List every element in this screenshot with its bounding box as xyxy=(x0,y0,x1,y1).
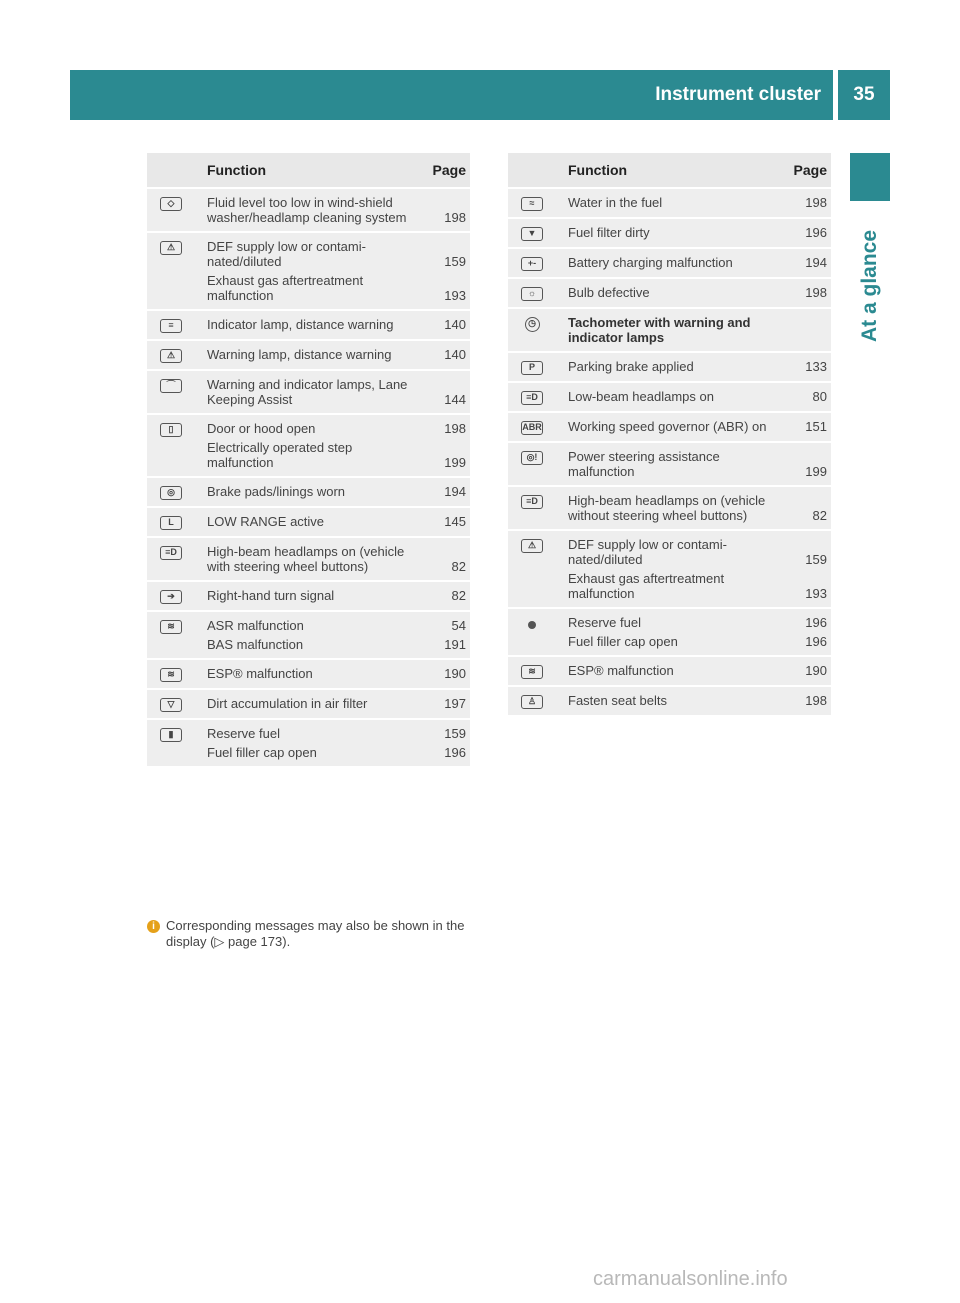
water-in-fuel-icon: ≈ xyxy=(521,197,543,211)
table-row xyxy=(147,339,470,369)
door-open-icon: ▯ xyxy=(160,423,182,437)
info-icon: i xyxy=(147,920,160,933)
page-number-box xyxy=(838,70,890,120)
function-text: Water in the fuel xyxy=(568,195,663,210)
table-row xyxy=(508,655,831,685)
table-row xyxy=(508,529,831,607)
table-row xyxy=(147,413,470,476)
page-ref: 145 xyxy=(444,514,466,529)
page-ref: 196 xyxy=(805,615,827,630)
fuel-filter-icon: ▼ xyxy=(521,227,543,241)
table-row xyxy=(508,381,831,411)
function-text: ASR malfunction xyxy=(207,618,304,633)
page-ref: 196 xyxy=(805,634,827,649)
page-ref: 80 xyxy=(812,389,827,404)
function-text: Power steering assistance malfunction xyxy=(568,449,720,479)
function-text: High-beam headlamps on (vehicle without steering wheel buttons) xyxy=(568,493,766,523)
function-entry xyxy=(195,588,470,603)
esp-icon: ≋ xyxy=(160,668,182,682)
function-text: LOW RANGE active xyxy=(207,514,325,529)
table-row xyxy=(147,476,470,506)
table-row xyxy=(508,277,831,307)
function-text: Low-beam headlamps on xyxy=(568,389,714,404)
function-text: Warning lamp, distance warning xyxy=(207,347,392,362)
washer-fluid-icon: ◇ xyxy=(160,197,182,211)
page-ref: 133 xyxy=(805,359,827,374)
asr-icon: ≋ xyxy=(160,620,182,634)
lane-keeping-icon: ⌒ xyxy=(160,379,182,393)
function-text: ESP® malfunction xyxy=(207,666,313,681)
page-ref: 199 xyxy=(444,455,466,470)
table-header xyxy=(508,153,831,187)
right-turn-icon: ➔ xyxy=(160,590,182,604)
function-text: Warning and indicator lamps, Lane Keeping Assist xyxy=(207,377,408,407)
function-entry xyxy=(556,389,831,404)
function-entry xyxy=(195,317,470,332)
def-supply-icon: ⚠ xyxy=(521,539,543,553)
function-text: Right-hand turn signal xyxy=(207,588,335,603)
function-text: Fasten seat belts xyxy=(568,693,667,708)
page-ref: 82 xyxy=(451,588,466,603)
table-row xyxy=(508,247,831,277)
page-ref: 190 xyxy=(444,666,466,681)
function-entry xyxy=(556,634,831,649)
function-entry xyxy=(556,537,831,567)
page-ref: 190 xyxy=(805,663,827,678)
function-entry xyxy=(195,666,470,681)
table-row xyxy=(147,536,470,580)
function-entry xyxy=(556,493,831,523)
table-row xyxy=(147,506,470,536)
function-text: Battery charging malfunction xyxy=(568,255,733,270)
side-tab-label: At a glance xyxy=(858,229,881,342)
function-column-header: Function xyxy=(207,162,267,178)
function-entry xyxy=(195,726,470,741)
function-entry xyxy=(195,745,470,760)
note-text: Corresponding messages may also be shown in the display (▷ page 173). xyxy=(166,918,465,949)
function-entry xyxy=(556,285,831,300)
low-range-icon: L xyxy=(160,516,182,530)
abr-icon: ABR xyxy=(521,421,543,435)
table-row xyxy=(508,607,831,655)
function-entry xyxy=(556,663,831,678)
table-row xyxy=(147,610,470,658)
power-steering-icon: ◎! xyxy=(521,451,543,465)
function-text: Fluid level too low in wind-shield washer/headlamp cleaning system xyxy=(207,195,407,225)
page-ref: 144 xyxy=(444,392,466,407)
table-row xyxy=(147,369,470,413)
function-text: DEF supply low or contami-nated/diluted xyxy=(568,537,727,567)
function-entry xyxy=(556,315,831,345)
function-text: High-beam headlamps on (vehicle with steering wheel buttons) xyxy=(207,544,405,574)
page-ref: 198 xyxy=(805,693,827,708)
page-ref: 159 xyxy=(805,552,827,567)
header-bar xyxy=(70,70,833,120)
esp-icon: ≋ xyxy=(521,665,543,679)
page-number: 35 xyxy=(853,84,875,105)
right-function-table xyxy=(508,153,831,715)
page-ref: 196 xyxy=(444,745,466,760)
function-entry xyxy=(556,359,831,374)
page-ref: 82 xyxy=(812,508,827,523)
function-text: DEF supply low or contami-nated/diluted xyxy=(207,239,366,269)
function-text: Tachometer with warning and indicator lamps xyxy=(568,315,751,345)
function-text: Fuel filter dirty xyxy=(568,225,650,240)
page-ref: 140 xyxy=(444,347,466,362)
table-row xyxy=(147,688,470,718)
table-row xyxy=(147,309,470,339)
function-entry xyxy=(556,571,831,601)
page-ref: 140 xyxy=(444,317,466,332)
function-entry xyxy=(556,225,831,240)
page-ref: 196 xyxy=(805,225,827,240)
tachometer-icon: ◷ xyxy=(525,317,540,332)
table-row xyxy=(508,217,831,247)
function-text: Fuel filler cap open xyxy=(207,745,317,760)
fuel-icon: ▮ xyxy=(160,728,182,742)
function-text: Exhaust gas aftertreatment malfunction xyxy=(207,273,364,303)
low-beam-icon: ≡D xyxy=(521,391,543,405)
function-entry xyxy=(195,421,470,436)
function-entry xyxy=(195,347,470,362)
def-supply-icon: ⚠ xyxy=(160,241,182,255)
high-beam-icon: ≡D xyxy=(521,495,543,509)
table-row xyxy=(147,231,470,309)
bulb-icon: ☼ xyxy=(521,287,543,301)
function-text: Electrically operated step malfunction xyxy=(207,440,353,470)
page-ref: 193 xyxy=(805,586,827,601)
function-text: Dirt accumulation in air filter xyxy=(207,696,368,711)
function-entry xyxy=(195,637,470,652)
function-text: Door or hood open xyxy=(207,421,316,436)
table-row xyxy=(147,718,470,766)
function-entry xyxy=(195,618,470,633)
watermark: carmanualsonline.info xyxy=(593,1268,788,1290)
function-entry xyxy=(556,419,831,434)
table-row xyxy=(508,441,831,485)
info-note xyxy=(147,918,470,950)
left-function-table xyxy=(147,153,470,766)
function-text: Reserve fuel xyxy=(568,615,641,630)
page-column-header: Page xyxy=(793,162,827,178)
table-row xyxy=(508,485,831,529)
page-ref: 198 xyxy=(805,195,827,210)
page-ref: 193 xyxy=(444,288,466,303)
page-ref: 198 xyxy=(444,210,466,225)
table-row xyxy=(508,351,831,381)
page-ref: 54 xyxy=(451,618,466,633)
function-text: Fuel filler cap open xyxy=(568,634,678,649)
page-ref: 197 xyxy=(444,696,466,711)
table-row xyxy=(508,187,831,217)
page-ref: 194 xyxy=(805,255,827,270)
table-row xyxy=(147,187,470,231)
function-text: Reserve fuel xyxy=(207,726,280,741)
function-text: Brake pads/linings worn xyxy=(207,484,346,499)
function-entry xyxy=(556,615,831,630)
function-entry xyxy=(195,544,470,574)
table-row xyxy=(508,307,831,351)
function-text: Parking brake applied xyxy=(568,359,694,374)
page-column-header: Page xyxy=(432,162,466,178)
page-ref: 159 xyxy=(444,254,466,269)
function-entry xyxy=(195,440,470,470)
page-ref: 159 xyxy=(444,726,466,741)
function-text: Bulb defective xyxy=(568,285,650,300)
function-text: Working speed governor (ABR) on xyxy=(568,419,767,434)
page-ref: 199 xyxy=(805,464,827,479)
high-beam-icon: ≡D xyxy=(160,546,182,560)
page-ref: 198 xyxy=(444,421,466,436)
page-title: Instrument cluster xyxy=(655,84,821,105)
table-row xyxy=(147,658,470,688)
function-entry xyxy=(195,696,470,711)
table-header xyxy=(147,153,470,187)
seat-belt-icon: ♙ xyxy=(521,695,543,709)
air-filter-icon: ▽ xyxy=(160,698,182,712)
distance-warning-icon: ⚠ xyxy=(160,349,182,363)
function-text: ESP® malfunction xyxy=(568,663,674,678)
function-text: Indicator lamp, distance warning xyxy=(207,317,394,332)
function-column-header: Function xyxy=(568,162,628,178)
page-ref: 194 xyxy=(444,484,466,499)
function-entry xyxy=(556,449,831,479)
function-entry xyxy=(195,195,470,225)
side-tab xyxy=(850,153,890,201)
function-entry xyxy=(556,693,831,708)
page-ref: 82 xyxy=(451,559,466,574)
table-row xyxy=(508,411,831,441)
parking-brake-icon: P xyxy=(521,361,543,375)
function-entry xyxy=(195,377,470,407)
page-ref: 151 xyxy=(805,419,827,434)
table-row xyxy=(508,685,831,715)
function-entry xyxy=(195,484,470,499)
function-text: BAS malfunction xyxy=(207,637,304,652)
battery-icon: +- xyxy=(521,257,543,271)
fuel-icon xyxy=(528,621,536,629)
function-entry xyxy=(556,255,831,270)
brake-pads-icon: ◎ xyxy=(160,486,182,500)
function-entry xyxy=(556,195,831,210)
table-row xyxy=(147,580,470,610)
function-entry xyxy=(195,514,470,529)
function-entry xyxy=(195,239,470,269)
page-ref: 198 xyxy=(805,285,827,300)
function-entry xyxy=(195,273,470,303)
page-ref: 191 xyxy=(444,637,466,652)
function-text: Exhaust gas aftertreatment malfunction xyxy=(568,571,725,601)
distance-indicator-icon: ≡ xyxy=(160,319,182,333)
